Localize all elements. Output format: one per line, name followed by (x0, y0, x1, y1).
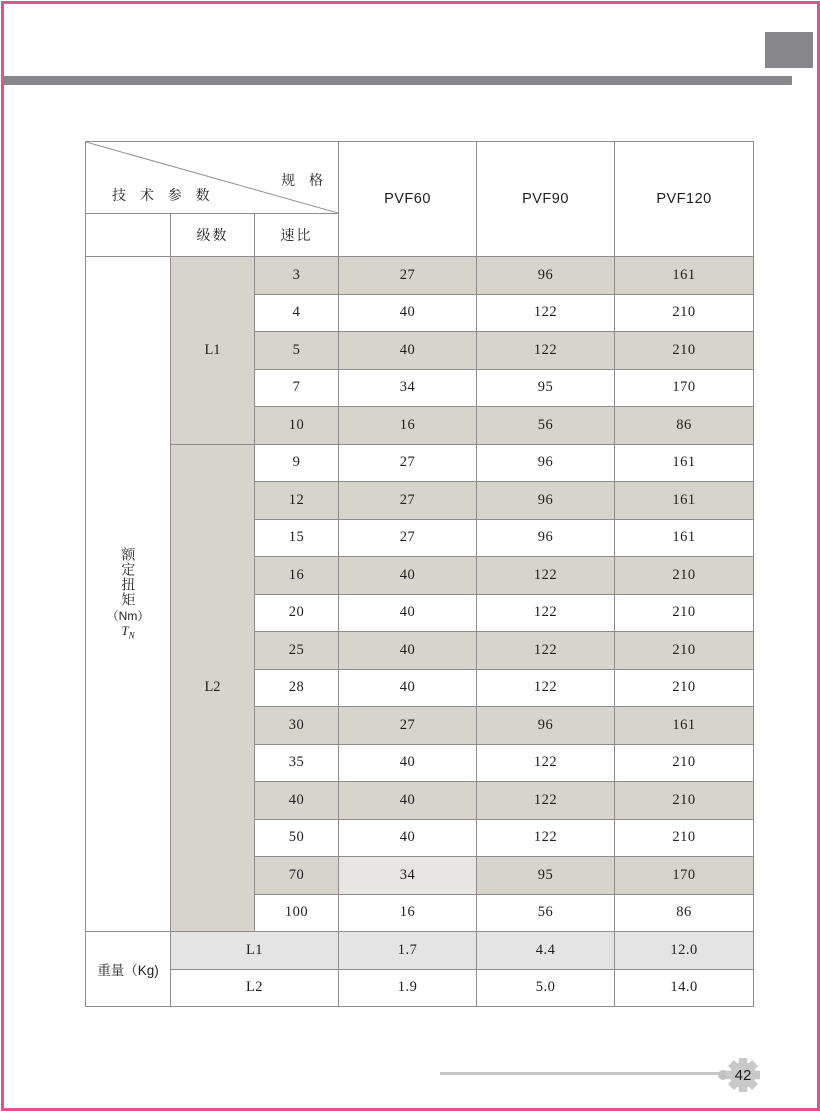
value-cell: 27 (339, 707, 477, 745)
spec-table (85, 141, 754, 1007)
value-cell: 210 (615, 744, 754, 782)
torque-title-vertical: 额定扭矩 (120, 547, 137, 608)
ratio-cell: 9 (255, 444, 339, 482)
ratio-cell: 28 (255, 669, 339, 707)
value-cell: 27 (339, 444, 477, 482)
weight-value-cell: 12.0 (615, 932, 754, 970)
stage-group-cell-l2: L2 (171, 444, 255, 932)
footer-rule-line (440, 1072, 720, 1075)
torque-symbol: $T_N$ (121, 622, 135, 641)
ratio-cell: 16 (255, 557, 339, 595)
ratio-cell: 30 (255, 707, 339, 745)
value-cell: 40 (339, 557, 477, 595)
value-cell: 56 (477, 894, 615, 932)
stage-header-cell: 级数 (171, 214, 255, 257)
ratio-cell: 5 (255, 332, 339, 370)
ratio-cell: 7 (255, 369, 339, 407)
value-cell: 96 (477, 707, 615, 745)
ratio-cell: 40 (255, 782, 339, 820)
table-header-row (86, 142, 754, 214)
value-cell: 40 (339, 819, 477, 857)
weight-value-cell: 14.0 (615, 969, 754, 1007)
weight-value-cell: 1.9 (339, 969, 477, 1007)
value-cell: 16 (339, 407, 477, 445)
column-header-pvf60: PVF60 (339, 142, 477, 257)
torque-label-cell (86, 257, 171, 932)
value-cell: 40 (339, 744, 477, 782)
weight-row (86, 969, 754, 1007)
value-cell: 210 (615, 632, 754, 670)
weight-value-cell: 5.0 (477, 969, 615, 1007)
page-number-gear (726, 1058, 760, 1092)
value-cell: 96 (477, 444, 615, 482)
value-cell: 122 (477, 332, 615, 370)
table-row (86, 257, 754, 295)
value-cell: 210 (615, 782, 754, 820)
value-cell: 210 (615, 594, 754, 632)
value-cell: 170 (615, 857, 754, 895)
ratio-cell: 35 (255, 744, 339, 782)
value-cell: 161 (615, 519, 754, 557)
diagonal-header-cell (86, 142, 339, 214)
value-cell: 122 (477, 744, 615, 782)
value-cell: 170 (615, 369, 754, 407)
value-cell: 210 (615, 669, 754, 707)
value-cell: 27 (339, 519, 477, 557)
ratio-cell: 4 (255, 294, 339, 332)
value-cell: 122 (477, 669, 615, 707)
value-cell: 122 (477, 557, 615, 595)
value-cell: 122 (477, 632, 615, 670)
ratio-cell: 10 (255, 407, 339, 445)
value-cell: 40 (339, 632, 477, 670)
ratio-header-cell: 速比 (255, 214, 339, 257)
torque-unit: （Nm） (106, 609, 150, 624)
value-cell: 96 (477, 482, 615, 520)
param-corner-label: 技 术 参 数 (112, 187, 215, 203)
table-row (86, 444, 754, 482)
value-cell: 40 (339, 594, 477, 632)
value-cell: 210 (615, 557, 754, 595)
value-cell: 161 (615, 707, 754, 745)
page-number: 42 (734, 1066, 752, 1084)
stage-group-cell-l1: L1 (171, 257, 255, 445)
weight-stage-cell: L2 (171, 969, 339, 1007)
ratio-cell: 25 (255, 632, 339, 670)
value-cell: 95 (477, 857, 615, 895)
spec-corner-label: 规 格 (281, 172, 329, 188)
value-cell: 210 (615, 332, 754, 370)
value-cell: 122 (477, 294, 615, 332)
value-cell: 27 (339, 482, 477, 520)
value-cell: 161 (615, 257, 754, 295)
ratio-cell: 20 (255, 594, 339, 632)
blank-cell (86, 214, 171, 257)
value-cell: 161 (615, 482, 754, 520)
value-cell: 122 (477, 594, 615, 632)
ratio-cell: 70 (255, 857, 339, 895)
header-corner-block (765, 32, 813, 68)
value-cell: 56 (477, 407, 615, 445)
value-cell: 95 (477, 369, 615, 407)
value-cell: 86 (615, 894, 754, 932)
value-cell: 34 (339, 857, 477, 895)
value-cell: 40 (339, 332, 477, 370)
column-header-pvf90: PVF90 (477, 142, 615, 257)
value-cell: 96 (477, 519, 615, 557)
value-cell: 122 (477, 782, 615, 820)
value-cell: 34 (339, 369, 477, 407)
value-cell: 122 (477, 819, 615, 857)
value-cell: 40 (339, 294, 477, 332)
ratio-cell: 12 (255, 482, 339, 520)
value-cell: 86 (615, 407, 754, 445)
value-cell: 96 (477, 257, 615, 295)
weight-label-cell: 重量（Kg) (86, 932, 171, 1007)
ratio-cell: 100 (255, 894, 339, 932)
value-cell: 210 (615, 819, 754, 857)
value-cell: 210 (615, 294, 754, 332)
ratio-cell: 3 (255, 257, 339, 295)
ratio-cell: 50 (255, 819, 339, 857)
column-header-pvf120: PVF120 (615, 142, 754, 257)
value-cell: 161 (615, 444, 754, 482)
value-cell: 16 (339, 894, 477, 932)
weight-stage-cell: L1 (171, 932, 339, 970)
weight-value-cell: 4.4 (477, 932, 615, 970)
weight-row (86, 932, 754, 970)
value-cell: 40 (339, 669, 477, 707)
value-cell: 40 (339, 782, 477, 820)
ratio-cell: 15 (255, 519, 339, 557)
header-rule-bar (3, 76, 792, 85)
weight-value-cell: 1.7 (339, 932, 477, 970)
value-cell: 27 (339, 257, 477, 295)
